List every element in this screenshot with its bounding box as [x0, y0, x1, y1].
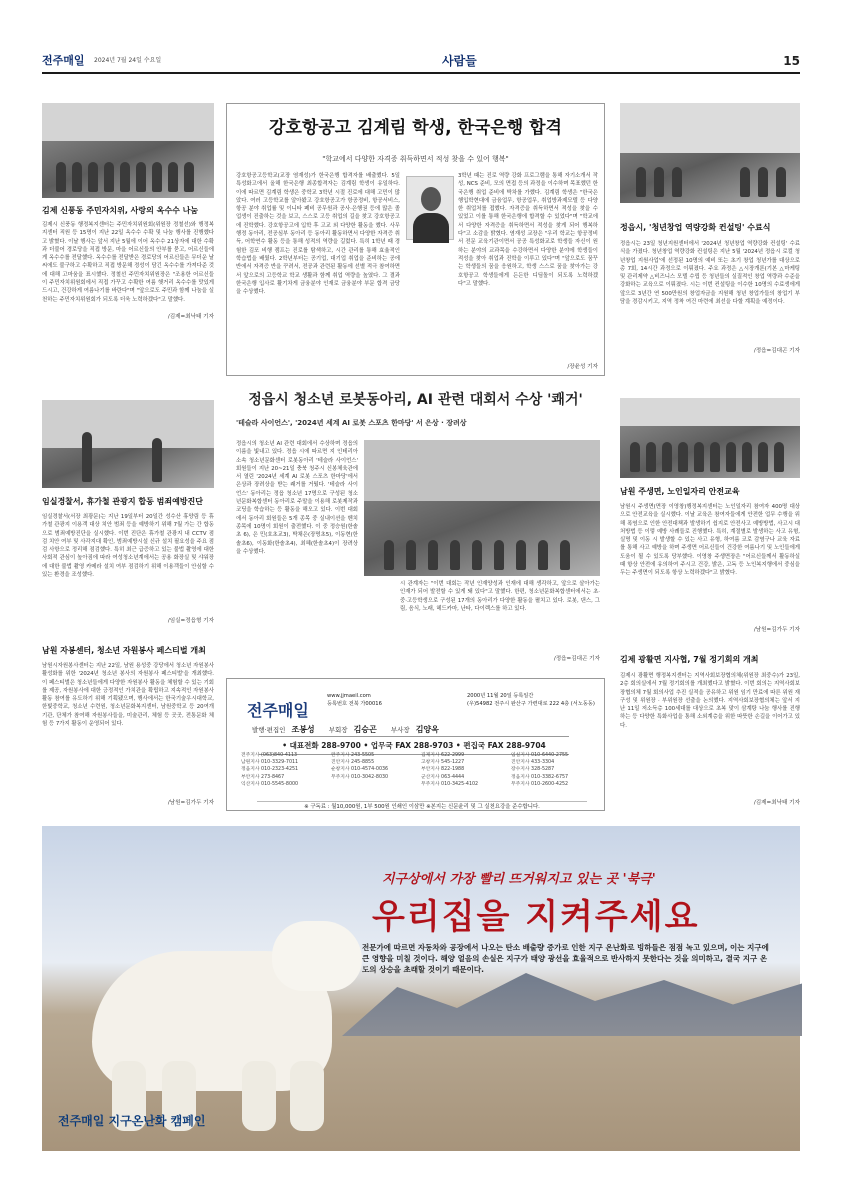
byline: /남원=김가두 기자 — [167, 800, 214, 806]
main-article-body-right — [406, 246, 598, 362]
climate-campaign-ad — [42, 826, 800, 1151]
vice-label: 부회장 — [328, 726, 348, 734]
ad-kicker: 지구상에서 가장 빨리 뜨거워지고 있는 곳 '북극' — [382, 872, 656, 887]
branch-office: 남원지사 010-3329-7011 — [241, 760, 299, 766]
registration-date: 2000년 11월 20일 등록일간 — [467, 693, 534, 699]
branch-office: 순창지사 010-4574-0036 — [331, 767, 389, 773]
branch-office: 부안지사 273-8467 — [241, 774, 285, 780]
branch-office: 전주지사 (063)840-4113 — [241, 753, 298, 758]
subscription-footer: ※ 구독료 : 월10,000원, 1부 500원 인쇄인 이삼만 ※본지는 신문윤리 및 그 실천요강을 준수합니다. — [257, 801, 587, 811]
article-body: 남원시자원봉사센터는 지난 22일, 남원 용성중 강당에서 청소년 자원봉사 활성화를 위한 '2024년 청소년 봉사의 자원봉사 페스티벌'을 개최했다. 이 페스티벌은 청소년들에게 다양한 자원봉사 활동을 체험할 수 있는 기회를 제공, 자원봉사에 대한 긍정적인 가치관을 확립하고 지속적인 자원봉사 활동 참여를 유도하기 위해 기획됐으며, 행사에서는 한국기술우시대학교, 한빛중학교, 청소년 수련원, 청소년문화복지센터, 남원중학교 등 20여개 기관, 단체가 참여해 자원봉사들을, 미술관리, 체험 등 곳곳, 전통문화 체험 등 7가지 활동이 운영되어 있다. — [42, 663, 214, 728]
branch-office: 무주지사 010-3042-8030 — [331, 774, 389, 780]
header-rule — [42, 72, 800, 74]
branch-office: 정읍지사 010-2323-4251 — [241, 767, 299, 773]
article-body: 김제시 광활면 행정복지센터는 지역사회보장협의체(위원장 최중수)가 23일, 2층 회의실에서 7월 정기회의를 개최했다고 밝혔다. 이번 회의는 지역사회보장협의체 7월 회의사업 추진 실적을 공유하고 위원 임기 만료에 따른 위원 재구성 및 위원장 · 부위원장 선출을 논의했다. 지역사회보장협의체는 앞서 지난 11일 저소득층 100세대를 대상으로 초복 맞이 삼계탕 나눔 행사를 진행하는 등 다양한 특화사업을 통해 소외계층을 위한 따뜻한 손길을 이어가고 있다. — [620, 673, 800, 729]
article-body: 정읍시는 23일 청년지원센터에서 '2024년 청년창업 역량강화 컨설팅' 수료식을 가졌다. 청년창업 역량강화 컨설팅은 지난 5월 '2024년 정읍시 로컬 청년창업 지원사업'에 선정된 10명의 예비 또는 초기 창업 청년가를 대상으로 총 7회, 14시간 과정으로 이뤄졌다. 주요 과정은 △시장개론(기본 △마케팅 및 관리제약 △비즈니스 모델 수립 등 청년들의 실질적인 창업 역량과 수준을 강화하는 교육으로 이뤄졌다. 시는 이번 컨설팅을 이수한 10명의 수료생에게 앞으로 3년간 연 500만원의 창업자금을 지원해 청년 창업가들의 창업기 부담을 경감시키고, 지역 정착 여건 마련에 최선을 다할 계획을 예정이다. — [620, 241, 800, 306]
byline: /정읍=김대곤 기자 — [753, 348, 800, 354]
police-inspection-photo — [42, 400, 214, 488]
article-body: 임실경찰서(서장 최광문)는 지난 19일부터 20일간 성수산 휴양림 등 휴가철 관광지 이용객 대상 치안 범죄 등을 예방하기 위해 7월 가는 간 합동으로 범죄예방진단을 실시했다. 이번 진단은 휴가철 관광지 내 CCTV 점검 치안 여부 및 사각지대 확인, 범죄예방시설 신규 설치 필요성을 주요 점검 사항으로 정리해 점검했다. 특히 최근 급증하고 있는 불법 촬영에 대한 사회적 관심이 높아짐에 따라 여성청소년계에서는 공용 화장실 및 샤워장에 대한 불법 촬영 카메라 설치 여부 점검하기 위해 이용객들이 안심할 수 있는 환경을 조성했다. — [42, 514, 214, 579]
robot-club-subhead: '테슬라 사이언스', '2024년 세계 AI 로봇 스포츠 한마당' 서 은상 · 장려상 — [236, 419, 467, 427]
byline: /장윤성 기자 — [567, 364, 598, 370]
main-article-body-right-top: 3학년 때는 진로 역량 강화 프로그램을 통해 자기소개서 작성, NCS 준비, 모의 면접 등의 과정을 이수하며 목표했던 한국은행 취업 준비에 박차를 가했다. 김계림 학생은 "한국은행입학현대에 금융업무, 항공업무, 취업방과제모델 등 다양한 취업처를 접했다. 자격증을 취득하면서 적성을 찾을 수 있었고 이를 통해 한국은행에 합격할 수 있었다"며 "학교에서 다양한 자격증을 취득하면서 적성을 찾게 되어 행복하다"고 소감을 밝혔다. 염재성 교장은 "우리 학교는 항공정비서 전문 교육기관이면서 공공 특성화교로 학생들 자신이 원하는 분야의 교과목을 수강하면서 다양한 분야에 학생들이 적성을 찾아 취업과 진학을 이루고 있다"며 "앞으로도 꿈꾸는 학생들의 꿈을 응원하고, 학생 스스로 꿈을 찾아가는 강호항공고 학생들에게 든든한 디딤돌이 되도록 노력하겠다"고 말했다. — [458, 173, 598, 287]
robot-club-body-right: 시 관계자는 "이번 대회는 작년 인재양성과 인재에 대해 생각하고, 앞으로 살아가는 인재가 되어 발전할 수 있게 돼 있다"고 말했다. 한편, 청소년문화복합센터에서는 초·중·고등학생으로 구성된 17개의 동아리가 다양한 활동을 펼치고 있다. 로봇, 댄스, 그림, 음식, 노래, 헤드카마, 난타, 다이렉스를 하고 있다. — [400, 581, 600, 612]
main-subhead: "학교에서 다양한 자격증 취득하면서 적성 찾을 수 있어 행복" — [322, 155, 509, 163]
website[interactable]: www.jjmaeil.com — [327, 693, 371, 699]
vice-name: 김승곤 — [353, 725, 377, 734]
section-name: 사람들 — [442, 54, 477, 68]
ad-text: 전문가에 따르면 자동차와 공장에서 나오는 탄소 배출량 증가로 인한 지구 온난화로 빙하들은 점점 녹고 있으며, 이는 지구에 큰 영향을 미칠 것이다. 해양 얼음의 손실은 지구가 태양 광선을 효율적으로 반사하지 못한다는 것을 의미하고, 결국 지구 온도의 상승을 초래할 것이기 때문이다. — [362, 943, 769, 974]
article-body: 남원시 주생면(면장 이영창)행정복지센터는 노인일자리 참여자 400명 대상으로 안전교육을 실시했다. 이날 교육은 참여자들에게 안전한 업무 수행을 위해 폭염으로 인한 안전대책과 발생하기 쉽지로 안전사고 예방방법, 사고시 대처방법 등 이렇 예방 사례들로 진행했다. 특히, 계절별로 발생하는 사고 유형, 실명 및 이동 시 발생할 수 있는 사고 유형, 하여름 코로 감염구나 교육 자료를 통해 사고 예방을 하며 주생면 어르신들이 건강한 여름나기 및 노인들에게 도움이 될 수 있도록 당부했다. 이영창 주생면장은 "어르신들께서 활동하실 때 항상 안전에 유의하여 주시고 건강, 밝은, 고독 등 노인복지행에서 중심을 두는 주생면이 되도록 항상 노력하겠다"고 밝혔다. — [620, 504, 800, 577]
info-masthead: 전주매일 — [247, 701, 309, 720]
byline: /김제=최낙태 기자 — [167, 314, 214, 320]
branch-office: 장수지사 328-5287 — [511, 767, 555, 773]
branch-office-list — [237, 752, 597, 788]
branch-office: 고창지사 545-1227 — [421, 760, 465, 766]
page-header — [42, 52, 800, 70]
ad-headline: 우리집을 지켜주세요 — [372, 897, 700, 937]
robot-club-body-left-cont — [236, 580, 358, 650]
branch-office: 진안지사 245-8855 — [331, 760, 375, 766]
robot-club-photo — [364, 440, 600, 576]
byline: /남원=김가두 기자 — [753, 627, 800, 633]
branch-office: 진안지사 433-3304 — [511, 760, 555, 766]
startup-ceremony-photo — [620, 103, 800, 203]
article-title: 남원 자봉센터, 청소년 자원봉사 페스티벌 개최 — [42, 646, 206, 655]
vp-name: 김양옥 — [415, 725, 439, 734]
address: (우)54982 전주시 완산구 가련대로 222 4층 (서노동동) — [467, 701, 595, 707]
page-number: 15 — [783, 54, 800, 68]
mountain-range — [342, 966, 802, 1036]
branch-office: 익산지사 010-5545-8000 — [241, 781, 299, 787]
main-article-body-left: 강호항공고등학교(교장 염재성)가 한국은행 합격자를 배출했다. 5일 특성화고에서 올해 한국은행 최종합격자는 김계림 학생이 유일하다. 이에 따르면 김계림 학생은 중학교 3학년 시절 진로에 대해 고민이 많았다. 여러 고등학교를 알아봤고 강호항공고가 항공정비, 항공서비스, 항공 분야 취업률 및 이니타 폐비 공무원과 공사·은행권 등에 많은 졸업생이 진출하는 것을 보고, 스스로 고등 취업의 길을 찾고 강호항공고에 진학했다. 강호항공고에 입학 후 고교 외 다양한 활동을 했다. 사무행정 동아리, 전공심부 동아리 등 동아리 활동하면서 다양한 자격증 취득, 어학연수 활동 등을 통해 성적의 역량을 길렀다. 특히 1학년 때 경험한 김포 비행 캠프는 진로를 탐색하고, 시간 관리를 통해 효율적인 학습법을 배웠다. 2학년부터는 공기업, 대기업 취업을 준비하는 공에반에서 자격증 반을 꾸려서, 전공과 관련된 활동에 선별 적극 참여하면서 앞으로의 고등학교 학교 생활과 함께 취업 역량을 높였다. 그 결과 한국은행 입사로 활기차게 금융분야 인재로 금융분야 부문 합격 금당을 수상했다. — [236, 173, 400, 296]
vp-label: 부사장 — [390, 726, 410, 734]
branch-office: 부안지사 822-1988 — [421, 767, 465, 773]
issue-date: 2024년 7월 24일 수요일 — [94, 57, 162, 64]
branch-office: 완주지사 243-5505 — [331, 753, 375, 758]
branch-office: 무주지사 010-2600-4252 — [511, 781, 569, 787]
byline: /김제=최낙태 기자 — [753, 800, 800, 806]
byline: /임실=정읍형 기자 — [167, 618, 214, 624]
article-title: 김제 광활면 지사협, 7월 정기회의 개최 — [620, 655, 759, 664]
branch-office: 무주지사 010-3425-4102 — [421, 781, 479, 787]
main-headline: 강호항공고 김계림 학생, 한국은행 합격 — [269, 118, 562, 138]
student-portrait — [406, 176, 454, 240]
polar-bear-illustration — [62, 911, 362, 1141]
article-title: 임실경찰서, 휴가철 관광지 합동 범죄예방진단 — [42, 497, 204, 506]
byline: /정읍=김대곤 기자 — [553, 656, 600, 662]
staff-line — [252, 724, 582, 736]
publisher-info-box — [226, 678, 605, 811]
article-title: 정읍시, '청년창업 역량강화 컨설팅' 수료식 — [620, 223, 771, 232]
masthead: 전주매일 — [42, 54, 85, 67]
phone-line: • 대표전화 288-9700 • 업무국 FAX 288-9703 • 편집국 FAX 288-9704 — [259, 736, 569, 755]
safety-training-photo — [620, 398, 800, 478]
branch-office: 군산지사 063-4444 — [421, 774, 465, 780]
article-title: 김제 신풍동 주민자치위, 사랑의 옥수수 나눔 — [42, 206, 199, 215]
branch-office: 임실지사 010-6440-2755 — [511, 753, 569, 758]
article-title: 남원 주생면, 노인일자리 안전교육 — [620, 487, 740, 496]
branch-office — [327, 781, 417, 788]
corn-sharing-photo — [42, 103, 214, 198]
robot-club-headline: 정읍시 청소년 로봇동아리, AI 관련 대회서 수상 '쾌거' — [248, 392, 583, 408]
branch-office: 정읍지사 010-3382-6757 — [511, 774, 569, 780]
branch-office: 김제지사 622-2999 — [421, 753, 465, 758]
publisher-label: 발행·편집인 — [252, 726, 286, 734]
ad-signature: 전주매일 지구온난화 캠페인 — [58, 1114, 206, 1128]
registration: 등록번호 전북 가00016 — [327, 701, 382, 707]
publisher-name: 조봉성 — [291, 725, 315, 734]
robot-club-body-left: 정읍시의 청소년 AI 관련 대회에서 수상하며 정읍의 이름을 빛내고 있다. 정읍 시에 따르면 지 인테리아 소속 청소년문화센터 로봇동아리 '테슬라 사이언스' 회원들이 지난 20~21일 충북 청주시 신봉체육관에서 열린 '2024년 세계 AI 로봇 스포츠 한마당'에서 은상과 장려상을 받는 쾌거를 거뒀다. '테슬라 사이언스' 동아리는 정읍 청소년 17명으로 구성된 청소년문화복합센터 동아리로 주말을 이용해 로봇제작과 코딩을 학습하는 등 활동을 해오고 있다. 이번 대회에서 동아리 회원들은 5개 종목 중 실내이션을 벤치 종목에 10명이 회원이 출전했다. 이 중 정승원(한솔초 6), 은 민(호초교3), 박채은(장명초5), 이동현(한솔초6), 이동화(한솔초4), 최혜(한솔초4)이 장려상을 수상했다. — [236, 441, 358, 555]
article-body: 김제시 신풍동 행정복지센터는 주민자치위원회(위원장 정철선)와 행정복지센터 직원 등 15명이 지난 22일 옥수수 수확 및 나눔 행사를 진행했다고 밝혔다. 이날 행사는 앞서 지난 5월에 이어 옥수수 21상자에 대한 수확과 더불어 경로당을 직접 방문, 마을 어르신들의 안부를 묻고, 어르신들에게 옥수수를 전달했다. 옥수수를 전달받은 경로당의 어르신들은 무더운 날씨에도 불구하고 수확하고 직접 방문해 정성이 담긴 옥수수를 가져다준 것에 대해 고마움을 표시했다. 정철선 주민자치위원장은 "조용한 어르신들이 주민자치위원회에서 직접 가꾸고 수확한 여름 햇거리 옥수수를 맛있게 드시고, 건강하게 여름나기를 바란다"며 "앞으로도 주민과 함께 나눔을 실천하는 주민자치위원회가 되도록 더욱 노력하겠다"고 말했다. — [42, 222, 214, 303]
